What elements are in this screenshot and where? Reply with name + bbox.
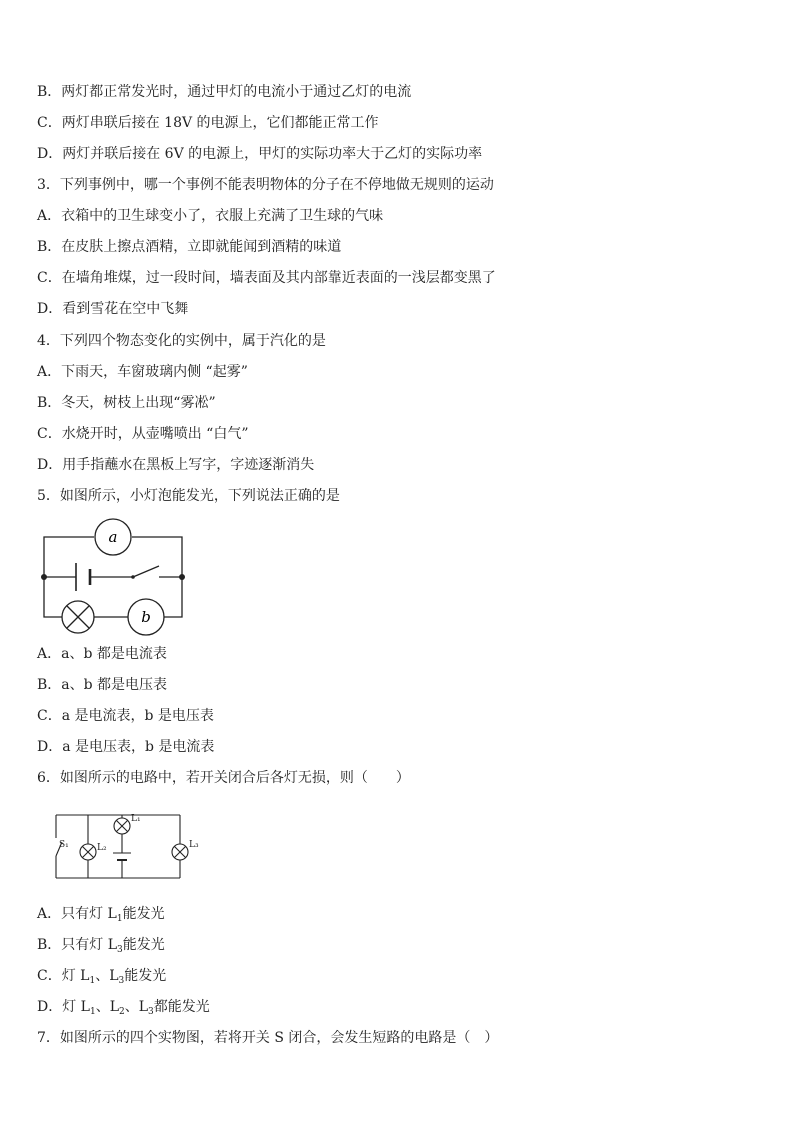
q5-junction-left bbox=[41, 574, 47, 580]
q2-option-b: B．两灯都正常发光时，通过甲灯的电流小于通过乙灯的电流 bbox=[37, 84, 412, 100]
q6-option-c: C．灯 $L_1$、$L_3$能发光 bbox=[37, 968, 167, 986]
q4-option-d: D．用手指蘸水在黑板上写字，字迹逐渐消失 bbox=[37, 457, 315, 473]
q5-meter-a-label: a bbox=[108, 528, 118, 546]
q2-option-c: C．两灯串联后接在 18V 的电源上，它们都能正常工作 bbox=[37, 115, 379, 131]
q5-option-b: B．a、b 都是电压表 bbox=[37, 677, 168, 693]
q6-option-b: B．只有灯 $L_3$能发光 bbox=[37, 937, 165, 955]
q6-stem: 6．如图所示的电路中，若开关闭合后各灯无损，则（ ） bbox=[37, 770, 410, 786]
q2-option-d: D．两灯并联后接在 6V 的电源上，甲灯的实际功率大于乙灯的实际功率 bbox=[37, 146, 483, 162]
q5-bottom-wire bbox=[44, 577, 182, 617]
q6-label-l1: L₁ bbox=[131, 814, 141, 824]
q4-option-c: C．水烧开时，从壶嘴喷出 “白气” bbox=[37, 426, 249, 442]
q4-option-b: B．冬天，树枝上出现“雾凇” bbox=[37, 395, 216, 411]
q6-option-a: A．只有灯 $L_1$能发光 bbox=[37, 906, 165, 924]
q7-stem: 7．如图所示的四个实物图，若将开关 S 闭合，会发生短路的电路是（ ） bbox=[37, 1030, 499, 1046]
q6-label-l2: L₂ bbox=[97, 843, 107, 853]
q5-stem: 5．如图所示，小灯泡能发光，下列说法正确的是 bbox=[37, 488, 340, 504]
q3-option-b: B．在皮肤上擦点酒精，立即就能闻到酒精的味道 bbox=[37, 239, 342, 255]
q5-option-c: C．a 是电流表，b 是电压表 bbox=[37, 708, 214, 724]
q3-stem: 3．下列事例中，哪一个事例不能表明物体的分子在不停地做无规则的运动 bbox=[37, 177, 494, 193]
q6-label-s1: S₁ bbox=[59, 840, 69, 850]
q5-switch-blade bbox=[133, 566, 159, 577]
q5-meter-b-label: b bbox=[141, 608, 151, 626]
q4-option-a: A．下雨天，车窗玻璃内侧 “起雾” bbox=[37, 364, 248, 380]
q5-circuit-diagram bbox=[38, 520, 192, 632]
q3-option-c: C．在墙角堆煤，过一段时间，墙表面及其内部靠近表面的一浅层都变黑了 bbox=[37, 270, 496, 286]
q6-circuit-diagram bbox=[50, 804, 199, 884]
q5-option-d: D．a 是电压表，b 是电流表 bbox=[37, 739, 215, 755]
q5-junction-right bbox=[179, 574, 185, 580]
q5-option-a: A．a、b 都是电流表 bbox=[37, 646, 167, 662]
q3-option-d: D．看到雪花在空中飞舞 bbox=[37, 301, 189, 317]
q4-stem: 4．下列四个物态变化的实例中，属于汽化的是 bbox=[37, 333, 326, 349]
q6-option-d: D．灯 $L_1$、$L_2$、$L_3$都能发光 bbox=[37, 999, 210, 1017]
q5-switch-contact bbox=[131, 575, 135, 579]
q6-label-l3-text: L₃ bbox=[189, 840, 199, 850]
q3-option-a: A．衣箱中的卫生球变小了，衣服上充满了卫生球的气味 bbox=[37, 208, 384, 224]
